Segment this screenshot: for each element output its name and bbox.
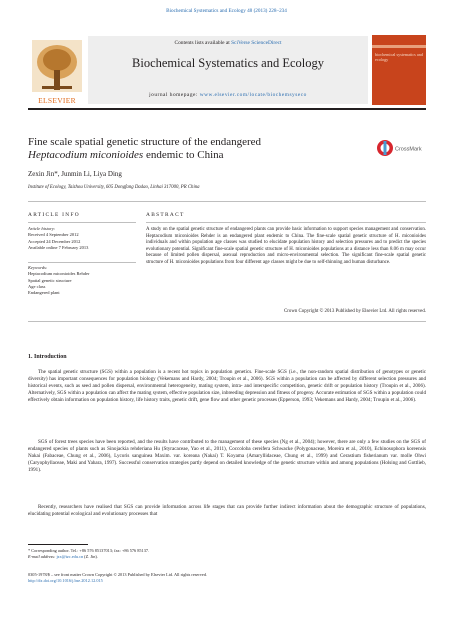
journal-title: Biochemical Systematics and Ecology	[132, 56, 324, 70]
divider	[28, 262, 136, 263]
keywords-label: Keywords:	[28, 265, 48, 270]
journal-citation[interactable]: Biochemical Systematics and Ecology 48 (2013) 228–234	[166, 8, 287, 14]
species-name: Heptacodium miconioides	[28, 149, 144, 161]
divider	[28, 321, 426, 322]
issn-line: 0305-1978/$ – see front matter Crown Copyright © 2013 Published by Elsevier Ltd. All rights reserved.	[28, 572, 208, 577]
article-info-heading: ARTICLE INFO	[28, 212, 80, 218]
footnote-divider	[28, 544, 88, 545]
abstract-text: A study on the spatial genetic structure of endangered plants can provide basic information to support species management and conservation. Heptacodium miconioides Rehder is an endangered plant endemic to China. The fine-scale spatial genetic structure of H. miconioides individuals and within population age classes was studied to elucidate population history and selection pressures and to predict the species evolutionary potential. Significant fine-scale spatial genetic structure of H. miconioides populations at a distance less than 8.06 m may occur because of limited pollen dispersal, asexual reproduction and micro-environmental selection. The significant fine-scale spatial genetic structure of H. miconioides populations from four different age classes might be due to self-thinning and human disturbance.	[146, 227, 426, 265]
article-title-line2	[28, 149, 368, 161]
corresponding-author: * Corresponding author. Tel.: +86 576 85137013; fax: +86 576 85137.	[28, 548, 150, 553]
abstract-copyright: Crown Copyright © 2013 Published by Elsevier Ltd. All rights reserved.	[284, 309, 426, 314]
elsevier-tree-logo	[28, 36, 86, 104]
header-divider	[28, 108, 426, 110]
article-history	[28, 226, 136, 251]
contents-line	[88, 40, 368, 46]
crossmark-badge[interactable]	[376, 138, 426, 158]
intro-paragraph-2: SGS of forest trees species have been reported, and the results have contributed to the management of these species (Ng et al., 2004); however, there are only a few studies on the SGS of endangered species of plants such as Sinojackia rehderiana Hu (Styracaceae, Yao et al., 2011), Coccoloba cereifera Schwacke (Polygonaceae, Moreira et al., 2010), Echinosophora koreensis Nakai (Fabaceae, Chung et al., 2006), Lycoris sanguinea Maxim. var. koreana (Nakai) T. Koyama (Amaryllidaceae, Chung et al., 1999) and Cerastium fisherianum var. molle Ohwi (Caryophyllaceae, Maki and Yahara, 1997). Successful conservation strategies partly depend on detailed knowledge of the genetic structure within and among populations (Holsing and Gottlieb, 1991).	[28, 439, 426, 474]
cover-title: biochemical systematics and ecology	[375, 52, 423, 62]
history-label: Article history:	[28, 226, 56, 231]
cover-band	[372, 45, 426, 48]
keyword: Age class	[28, 283, 46, 289]
article-title-line1: Fine scale spatial genetic structure of the endangered	[28, 136, 262, 148]
intro-paragraph-3: Recently, researchers have realised that SGS can provide information across life stages that can provide further indirect information about the demographic structure of populations, elucidating potential ecological and evolutionary processes that	[28, 504, 426, 518]
sciencedirect-link[interactable]: SciVerse ScienceDirect	[231, 40, 282, 46]
divider	[146, 222, 426, 223]
title-rest: endemic to China	[143, 149, 224, 161]
email-suffix: (Z. Jin).	[83, 554, 98, 559]
keyword: Spatial genetic structure	[28, 277, 72, 283]
crossmark-icon	[377, 140, 393, 156]
divider	[28, 222, 136, 223]
accepted-date: Accepted 24 December 2012	[28, 238, 81, 244]
divider	[28, 201, 426, 202]
received-date: Received 4 September 2012	[28, 232, 79, 238]
homepage-prefix: journal homepage:	[149, 92, 200, 98]
homepage-link[interactable]: www.elsevier.com/locate/biochemsyseco	[199, 92, 307, 98]
intro-paragraph-1: The spatial genetic structure (SGS) within a population is a recent hot topics in population genetics. Fine-scale SGS (i.e., the non-random spatial distribution of genotypes or genetic diversity) has important consequences for population biology (Vekemans and Hardy, 2004; Troupin et al., 2006). SGS within a population can be affected by different selection pressures and historical events, such as seed and pollen dispersal, environmental heterogeneity, mating system, intra- and interspecific competition, genetic drift or population history (Troupin et al., 2006). Alternatively, SGS within a population can affect the mating system, effective population size, inbreeding depression and fitness of progeny. Accurate estimation of SGS within a population could effectively obtain information on population history, life history traits, genetic drift, gene flow and other genetic processes (Epperson, 1993; Vekemans and Hardy, 2004; Troupin et al., 2006).	[28, 369, 426, 404]
section-heading: 1. Introduction	[28, 354, 67, 360]
keyword: Endangered plant	[28, 290, 60, 296]
publisher-name: ELSEVIER	[38, 96, 76, 105]
keyword: Heptacodium miconioides Rehder	[28, 271, 90, 277]
journal-homepage	[88, 92, 368, 98]
authors[interactable]: Zexin Jin*, Junmin Li, Liya Ding	[28, 170, 122, 178]
online-date: Available online 7 February 2013	[28, 244, 89, 250]
keywords	[28, 265, 136, 296]
footnote	[28, 548, 426, 560]
abstract-heading: ABSTRACT	[146, 212, 185, 218]
email-link[interactable]: jzx@tzc.edu.cn	[56, 554, 84, 559]
contents-prefix: Contents lists available at	[174, 40, 232, 46]
crossmark-label: CrossMark	[395, 146, 422, 153]
affiliation: Institute of Ecology, Taizhou University, 605 Dongfang Dadao, Linhai 317000, PR China	[28, 185, 200, 190]
doi-link[interactable]: http://dx.doi.org/10.1016/j.bse.2012.12.015	[28, 578, 103, 583]
email-label: E-mail address:	[28, 554, 57, 559]
page-footer	[28, 572, 426, 584]
